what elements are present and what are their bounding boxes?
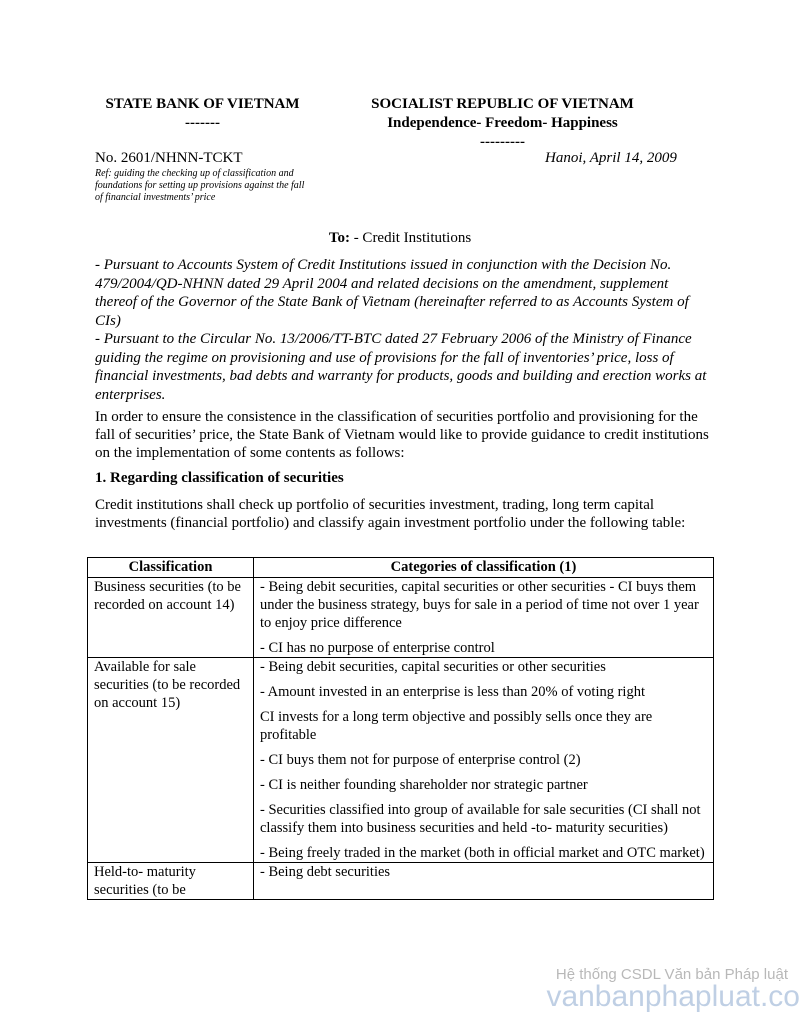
categories-cell: [254, 578, 714, 658]
categories-cell: [254, 658, 714, 863]
category-item: - Amount invested in an enterprise is less than 20% of voting right: [260, 684, 645, 700]
issuer-header: [95, 95, 310, 133]
recipient-label: To:: [328, 230, 350, 246]
category-item: - CI is neither founding shareholder nor strategic partner: [260, 777, 588, 793]
category-item: - Being debt securities: [260, 864, 391, 880]
category-item: CI invests for a long term objective and possibly sells once they are profitable: [260, 709, 653, 743]
section-paragraph: Credit institutions shall check up portfolio of securities investment, trading, long term capital investments (financial portfolio) and classify again investment portfolio under the following table:: [95, 497, 686, 531]
watermark-site: vanbanphapluat.co: [546, 980, 800, 1013]
issuer-divider: -------: [185, 115, 220, 131]
category-item: - Securities classified into group of available for sale securities (CI shall not classify them into business securities and held -to- maturity securities): [260, 802, 701, 836]
category-item: - Being freely traded in the market (both in official market and OTC market): [260, 845, 705, 861]
recipient-line: [0, 230, 800, 247]
classification-cell: Held-to- maturity securities (to be: [88, 863, 254, 900]
table-row: [88, 578, 714, 658]
national-motto: Independence- Freedom- Happiness: [387, 115, 618, 131]
category-item: - Being debit securities, capital securities or other securities - CI buys them under the business strategy, buys for sale in a period of time not over 1 year to enjoy price difference: [260, 579, 699, 631]
pursuant-paragraph: - Pursuant to Accounts System of Credit Institutions issued in conjunction with the Decision No. 479/2004/QD-NHNN dated 29 April 2004 and related decisions on the amendment, supplement thereof of the Governor of the State Bank of Vietnam (hereinafter referred to as Accounts System of CIs): [95, 257, 689, 329]
issuer-name: STATE BANK OF VIETNAM: [105, 96, 300, 112]
table-row: [88, 863, 714, 900]
table-header-cell: Categories of classification (1): [254, 558, 714, 578]
pursuant-block: [95, 256, 710, 404]
table-header-row: [88, 558, 714, 578]
table-row: [88, 658, 714, 863]
section-heading: 1. Regarding classification of securities: [95, 470, 344, 486]
categories-cell: [254, 863, 714, 900]
classification-cell: Business securities (to be recorded on account 14): [88, 578, 254, 658]
document-reference: Ref: guiding the checking up of classification and foundations for setting up provisions against the fall of financial investments’ price: [95, 168, 305, 203]
national-header: [340, 95, 665, 152]
table-header-cell: Classification: [88, 558, 254, 578]
watermark-caption: Hệ thống CSDL Văn bản Pháp luật: [555, 966, 788, 983]
document-date: Hanoi, April 14, 2009: [545, 150, 677, 166]
classification-table: [87, 557, 714, 900]
category-item: - Being debit securities, capital securities or other securities: [260, 659, 606, 675]
country-name: SOCIALIST REPUBLIC OF VIETNAM: [371, 96, 634, 112]
motto-divider: ---------: [480, 134, 525, 150]
recipient-text: - Credit Institutions: [349, 230, 472, 246]
intro-paragraph: In order to ensure the consistence in the classification of securities portfolio and provisioning for the fall of securities’ price, the State Bank of Vietnam would like to provide guidance to credit institutions on the implementation of some contents as follows:: [95, 409, 709, 461]
document-number: No. 2601/NHNN-TCKT: [95, 150, 243, 166]
category-item: - CI buys them not for purpose of enterprise control (2): [260, 752, 581, 768]
category-item: - CI has no purpose of enterprise control: [260, 640, 495, 656]
pursuant-paragraph: - Pursuant to the Circular No. 13/2006/TT-BTC dated 27 February 2006 of the Ministry of Finance guiding the regime on provisioning and use of provisions for the fall of inventories’ price, loss of financial investments, bad debts and warranty for products, goods and building and erection works at enterprises.: [95, 331, 707, 403]
classification-cell: Available for sale securities (to be recorded on account 15): [88, 658, 254, 863]
